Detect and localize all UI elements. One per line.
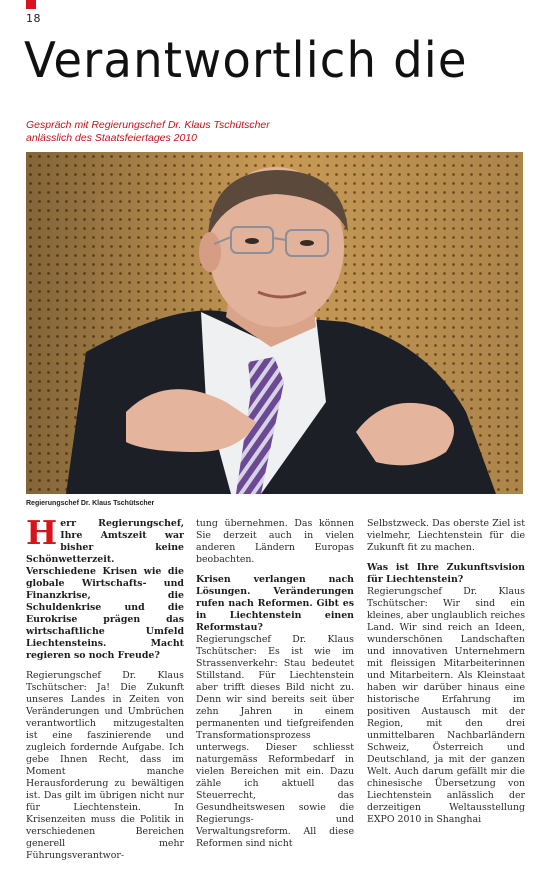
lead-question <box>26 513 184 662</box>
article-column-2 <box>196 518 354 858</box>
drop-cap: H <box>26 513 58 552</box>
answer-2-continued: Selbstzweck. Das oberste Ziel ist vielmehr, Liechtenstein für die Zukunft fit zu machen. <box>367 518 525 553</box>
intro-text <box>26 119 346 145</box>
headline: Verantwortlich die <box>24 32 468 89</box>
article-column-3 <box>367 518 525 834</box>
intro-line-2: anlässlich des Staatsfeiertages 2010 <box>26 132 198 144</box>
photo-caption: Regierungschef Dr. Klaus Tschütscher <box>26 500 155 507</box>
intro-line-1: Gespräch mit Regierungschef Dr. Klaus Tschütscher <box>26 119 270 131</box>
question-2: Krisen verlangen nach Lösungen. Veränderungen rufen nach Reformen. Gibt es in Liechtenstein einen Reformstau? <box>196 574 354 633</box>
page-accent-marker <box>26 0 36 9</box>
answer-3: Regierungschef Dr. Klaus Tschütscher: Wir sind ein kleines, aber unglaublich reiches Land. Wir sind reich an Ideen, wunderschönen Landschaften und innovativen Unternehmern mit fleissigen Mitarbeiterinnen und Mitarbeitern. Als Kleinstaat haben wir darüber hinaus eine historische Erfahrung im positiven Austausch mit der Region, mit den drei unmittelbaren Nachbarländern Schweiz, Österreich und Deutschland, ja mit der ganzen Welt. Auch darum gefällt mir die chinesische Übersetzung von Liechtenstein anlässlich der derzeitigen Weltausstellung EXPO 2010 in Shanghai <box>367 586 525 825</box>
lead-question-text: err Regierungschef, Ihre Amtszeit war bisher keine Schönwetterzeit. Verschiedene Krisen wie die globale Wirtschafts- und Finanzkrise, die Schuldenkrise und die Eurokrise prägen das wirtschaftliche Umfeld Liechtensteins. Macht regieren so noch Freude? <box>26 518 184 661</box>
page-number: 18 <box>26 12 41 25</box>
answer-2: Regierungschef Dr. Klaus Tschütscher: Es ist wie im Strassenverkehr: Stau bedeutet Stillstand. Für Liechtenstein aber trifft dieses Bild nicht zu. Denn wir sind bereits seit über zehn Jahren in einem permanenten und tiefgreifenden Transformationsprozess unterwegs. Dieser schliesst naturgemäss Reformbedarf in vielen Bereichen mit ein. Dazu zähle ich aktuell das Steuerrecht, das Gesundheitswesen sowie die Regierungs- und Verwaltungsreform. All diese Reformen sind nicht <box>196 634 354 849</box>
answer-1: Regierungschef Dr. Klaus Tschütscher: Ja! Die Zukunft unseres Landes in Zeiten von Veränderungen und Umbrüchen verantwortlich mitzugestalten ist eine faszinierende und zugleich fordernde Aufgabe. Ich gebe Ihnen Recht, dass im Moment manche Herausforderung zu bewältigen ist. Das gilt im übrigen nicht nur für Liechtenstein. In Krisenzeiten muss die Politik in verschiedenen Bereichen generell mehr Führungsverantwor- <box>26 670 184 861</box>
portrait-photo <box>26 152 523 494</box>
article-column-1 <box>26 513 184 870</box>
question-3: Was ist Ihre Zukunftsvision für Liechtenstein? <box>367 562 525 585</box>
answer-1-continued: tung übernehmen. Das können Sie derzeit auch in vielen anderen Ländern Europas beobachten. <box>196 518 354 565</box>
